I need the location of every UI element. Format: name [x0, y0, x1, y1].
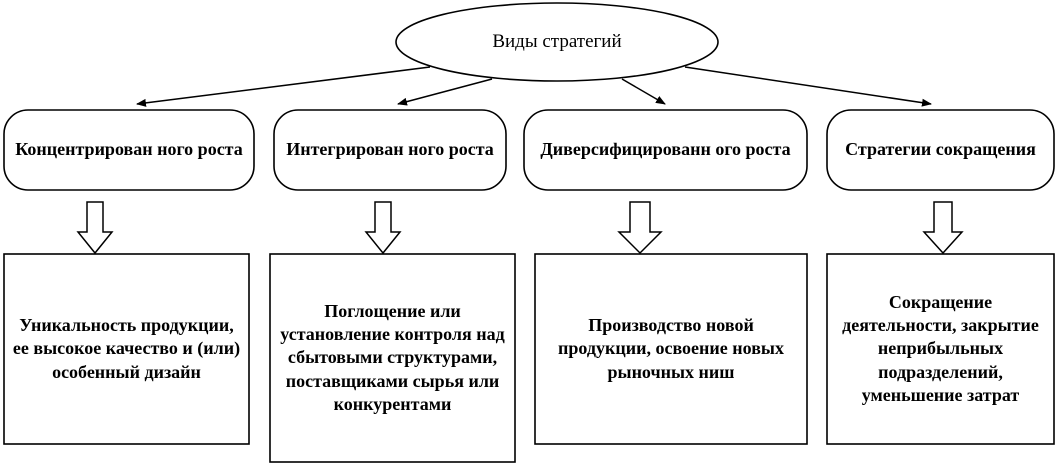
connector-root-to-category-1 — [137, 67, 430, 104]
description-label-2: Поглощение или установление контроля над сбытовыми структурами, поставщиками сырья или конкурентами — [280, 301, 505, 414]
block-arrow-1 — [78, 202, 112, 253]
category-label-4: Стратегии сокращения — [845, 139, 1036, 160]
connector-root-to-category-2 — [398, 79, 492, 104]
category-label-1: Концентрирован ного роста — [15, 139, 243, 160]
root-label: Виды стратегий — [492, 30, 622, 52]
description-label-1: Уникальность продукции, ее высокое качество и (или) особенный дизайн — [12, 315, 241, 382]
block-arrow-2 — [366, 202, 400, 253]
description-label-4: Сокращение деятельности, закрытие неприбыльных подразделений, уменьшение затрат — [842, 292, 1039, 405]
connector-root-to-category-4 — [685, 67, 931, 104]
description-label-3: Производство новой продукции, освоение новых рыночных ниш — [558, 315, 784, 382]
connector-root-to-category-3 — [622, 79, 665, 104]
category-label-3: Диверсифицированн ого роста — [540, 139, 791, 160]
block-arrow-3 — [619, 202, 661, 253]
block-arrow-4 — [924, 202, 962, 253]
category-label-2: Интегрирован ного роста — [286, 139, 494, 160]
